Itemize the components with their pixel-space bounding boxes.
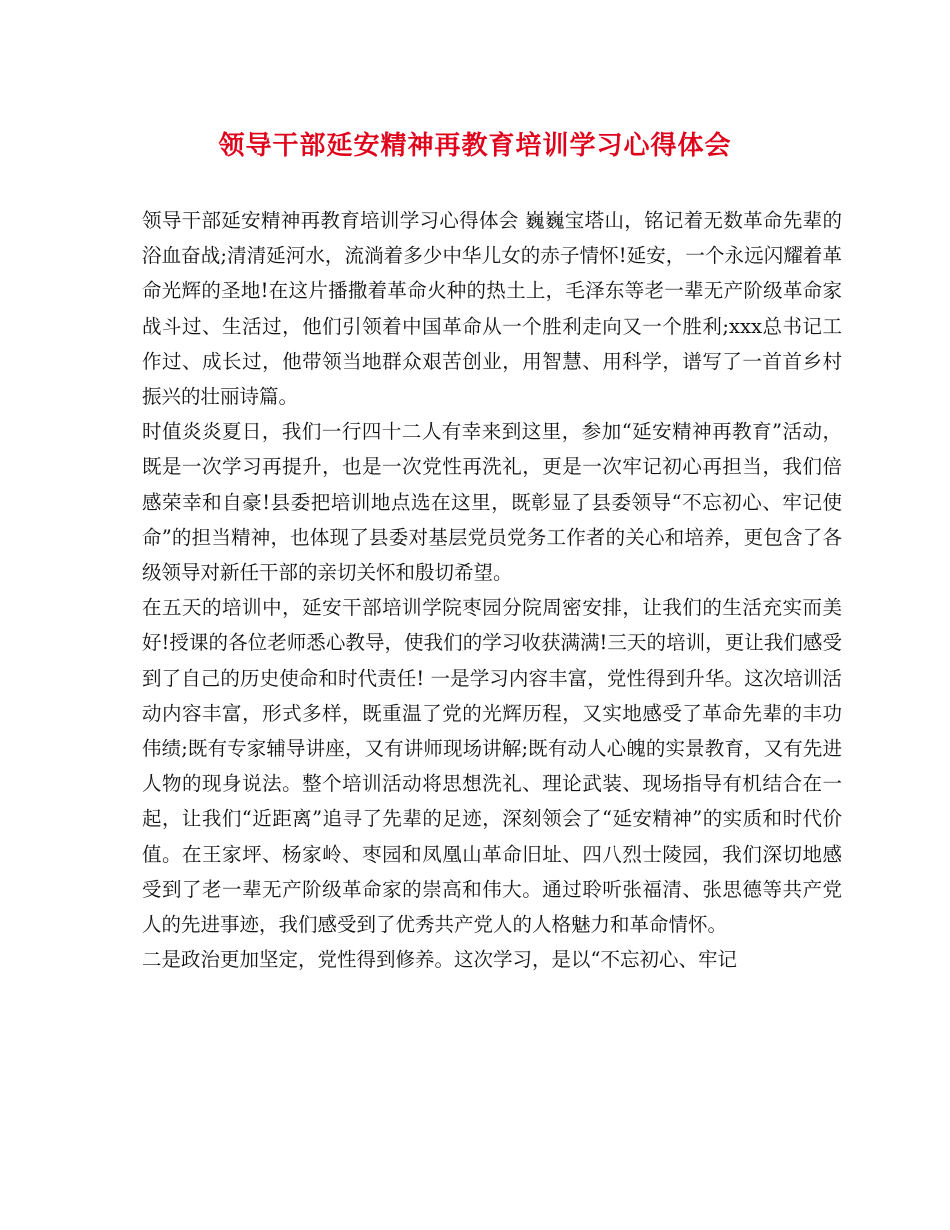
document-title: 领导干部延安精神再教育培训学习心得体会 xyxy=(218,131,732,161)
paragraph-2: 时值炎炎夏日，我们一行四十二人有幸来到这里，参加“延安精神再教育”活动，既是一次学习再提升，也是一次党性再洗礼，更是一次牢记初心再担当，我们倍感荣幸和自豪!县委把培训地点选在这里，既彰显了县委领导“不忘初心、牢记使命”的担当精神，也体现了县委对基层党员党务工作者的关心和培养，更包含了各级领导对新任干部的亲切关怀和殷切希望。 xyxy=(142,420,842,585)
paragraph-3: 在五天的培训中，延安干部培训学院枣园分院周密安排，让我们的生活充实而美好!授课的各位老师悉心教导，使我们的学习收获满满!三天的培训，更让我们感受到了自己的历史使命和时代责任! 一是学习内容丰富，党性得到升华。这次培训活动内容丰富，形式多样，既重温了党的光辉历程，又实地感受了革命先辈的丰功伟绩;既有专家辅导讲座，又有讲师现场讲解;既有动人心魄的实景教育，又有先进人物的现身说法。整个培训活动将思想洗礼、理论武装、现场指导有机结合在一起，让我们“近距离”追寻了先辈的足迹，深刻领会了“延安精神”的实质和时代价值。在王家坪、杨家岭、枣园和凤凰山革命旧址、四八烈士陵园，我们深切地感受到了老一辈无产阶级革命家的崇高和伟大。通过聆听张福清、张思德等共产党人的先进事迹，我们感受到了优秀共产党人的人格魅力和革命情怀。 xyxy=(142,596,842,937)
paragraph-1: 领导干部延安精神再教育培训学习心得体会 巍巍宝塔山，铭记着无数革命先辈的浴血奋战;清清延河水，流淌着多少中华儿女的赤子情怀!延安，一个永远闪耀着革命光辉的圣地!在这片播撒着革命火种的热土上，毛泽东等老一辈无产阶级革命家战斗过、生活过，他们引领着中国革命从一个胜利走向又一个胜利;xxx总书记工作过、成长过，他带领当地群众艰苦创业，用智慧、用科学，谱写了一首首乡村振兴的壮丽诗篇。 xyxy=(142,209,842,409)
paragraph-4: 二是政治更加坚定，党性得到修养。这次学习，是以“不忘初心、牢记 xyxy=(142,948,737,972)
document-body xyxy=(142,203,842,977)
